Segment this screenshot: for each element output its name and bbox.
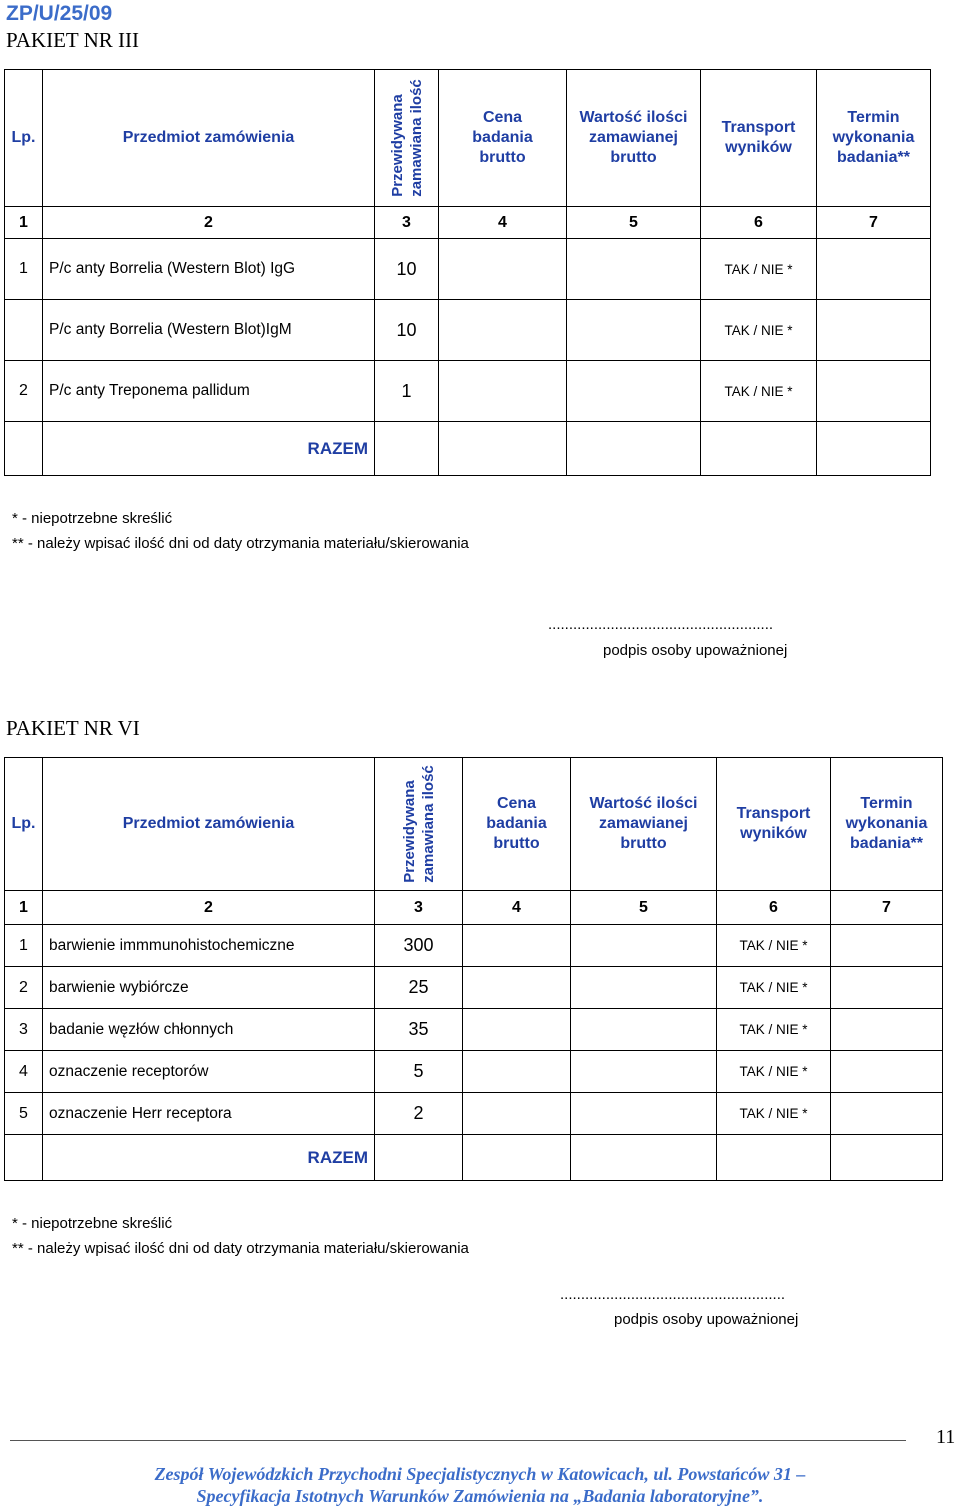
row-term[interactable]	[817, 300, 931, 361]
col-num: 4	[463, 891, 571, 925]
razem-label: RAZEM	[43, 422, 375, 476]
note-double-star: ** - należy wpisać ilość dni od daty otrzymania materiału/skierowania	[12, 535, 469, 552]
col-num: 6	[701, 207, 817, 239]
table-row	[5, 967, 943, 1009]
row-lp: 2	[5, 967, 43, 1009]
razem-qty-empty	[375, 422, 439, 476]
signature-label: podpis osoby upoważnionej	[603, 642, 788, 659]
row-price[interactable]	[463, 925, 571, 967]
header-subject: Przedmiot zamówienia	[43, 70, 375, 207]
razem-transport	[701, 422, 817, 476]
header-qty: Przewidywana zamawiana ilość	[375, 758, 463, 891]
table-row	[5, 361, 931, 422]
razem-price[interactable]	[463, 1135, 571, 1181]
page-number: 11	[936, 1426, 956, 1448]
row-price[interactable]	[439, 300, 567, 361]
row-lp: 1	[5, 239, 43, 300]
razem-row	[5, 422, 931, 476]
row-qty: 2	[375, 1093, 463, 1135]
col-num: 7	[831, 891, 943, 925]
note-star: * - niepotrzebne skreślić	[12, 510, 173, 527]
header-price: Cena badania brutto	[439, 70, 567, 207]
table-row	[5, 1051, 943, 1093]
pakiet-6-title: PAKIET NR VI	[6, 716, 140, 740]
col-num: 1	[5, 207, 43, 239]
row-term[interactable]	[831, 925, 943, 967]
row-term[interactable]	[831, 1093, 943, 1135]
row-transport[interactable]: TAK / NIE *	[701, 300, 817, 361]
table-row	[5, 925, 943, 967]
row-lp: 5	[5, 1093, 43, 1135]
row-price[interactable]	[463, 1009, 571, 1051]
razem-label: RAZEM	[43, 1135, 375, 1181]
col-num: 2	[43, 891, 375, 925]
row-subject: P/c anty Borrelia (Western Blot)IgM	[43, 300, 375, 361]
pakiet-3-table	[4, 69, 931, 476]
row-price[interactable]	[463, 1051, 571, 1093]
razem-price[interactable]	[439, 422, 567, 476]
row-transport[interactable]: TAK / NIE *	[717, 1051, 831, 1093]
row-subject: P/c anty Borrelia (Western Blot) IgG	[43, 239, 375, 300]
signature-label: podpis osoby upoważnionej	[614, 1311, 799, 1328]
col-num: 5	[571, 891, 717, 925]
header-qty: Przewidywana zamawiana ilość	[375, 70, 439, 207]
row-price[interactable]	[439, 239, 567, 300]
razem-value[interactable]	[571, 1135, 717, 1181]
row-value[interactable]	[571, 1093, 717, 1135]
table-row	[5, 300, 931, 361]
row-term[interactable]	[831, 967, 943, 1009]
row-qty: 10	[375, 239, 439, 300]
row-lp: 4	[5, 1051, 43, 1093]
row-transport[interactable]: TAK / NIE *	[717, 1093, 831, 1135]
row-value[interactable]	[571, 1009, 717, 1051]
row-transport[interactable]: TAK / NIE *	[717, 1009, 831, 1051]
row-price[interactable]	[439, 361, 567, 422]
razem-term	[831, 1135, 943, 1181]
row-term[interactable]	[817, 239, 931, 300]
col-num: 1	[5, 891, 43, 925]
table-row	[5, 1009, 943, 1051]
razem-value[interactable]	[567, 422, 701, 476]
header-value: Wartość ilości zamawianej brutto	[571, 758, 717, 891]
header-lp: Lp.	[5, 758, 43, 891]
row-transport[interactable]: TAK / NIE *	[717, 925, 831, 967]
row-lp: 2	[5, 361, 43, 422]
razem-lp-empty	[5, 1135, 43, 1181]
row-value[interactable]	[567, 239, 701, 300]
razem-lp-empty	[5, 422, 43, 476]
document-id: ZP/U/25/09	[6, 2, 113, 25]
header-term: Termin wykonania badania**	[831, 758, 943, 891]
row-lp	[5, 300, 43, 361]
column-number-row	[5, 207, 931, 239]
row-lp: 1	[5, 925, 43, 967]
col-num: 4	[439, 207, 567, 239]
row-subject: oznaczenie receptorów	[43, 1051, 375, 1093]
row-lp: 3	[5, 1009, 43, 1051]
header-row	[5, 70, 931, 207]
col-num: 7	[817, 207, 931, 239]
row-term[interactable]	[831, 1051, 943, 1093]
row-price[interactable]	[463, 967, 571, 1009]
footer-line-1: Zespół Wojewódzkich Przychodni Specjalistycznych w Katowicach, ul. Powstańców 31 –	[154, 1464, 806, 1484]
razem-qty-empty	[375, 1135, 463, 1181]
table-row	[5, 1093, 943, 1135]
row-transport[interactable]: TAK / NIE *	[701, 361, 817, 422]
row-qty: 300	[375, 925, 463, 967]
row-subject: badanie węzłów chłonnych	[43, 1009, 375, 1051]
col-num: 5	[567, 207, 701, 239]
header-transport: Transport wyników	[717, 758, 831, 891]
header-value: Wartość ilości zamawianej brutto	[567, 70, 701, 207]
col-num: 6	[717, 891, 831, 925]
row-transport[interactable]: TAK / NIE *	[701, 239, 817, 300]
row-subject: barwienie wybiórcze	[43, 967, 375, 1009]
row-subject: barwienie immmunohistochemiczne	[43, 925, 375, 967]
row-term[interactable]	[831, 1009, 943, 1051]
row-subject: P/c anty Treponema pallidum	[43, 361, 375, 422]
pakiet-6-table	[4, 757, 943, 1181]
header-price: Cena badania brutto	[463, 758, 571, 891]
row-value[interactable]	[571, 925, 717, 967]
row-price[interactable]	[463, 1093, 571, 1135]
column-number-row	[5, 891, 943, 925]
row-qty: 25	[375, 967, 463, 1009]
header-subject: Przedmiot zamówienia	[43, 758, 375, 891]
col-num: 2	[43, 207, 375, 239]
header-row	[5, 758, 943, 891]
col-num: 3	[375, 891, 463, 925]
row-qty: 1	[375, 361, 439, 422]
header-transport: Transport wyników	[701, 70, 817, 207]
row-value[interactable]	[571, 1051, 717, 1093]
row-subject: oznaczenie Herr receptora	[43, 1093, 375, 1135]
footer-divider	[10, 1440, 906, 1441]
razem-transport	[717, 1135, 831, 1181]
row-term[interactable]	[817, 361, 931, 422]
signature-line: ......................................................	[560, 1286, 786, 1303]
pakiet-3-title: PAKIET NR III	[6, 28, 140, 52]
header-term: Termin wykonania badania**	[817, 70, 931, 207]
row-value[interactable]	[571, 967, 717, 1009]
razem-term	[817, 422, 931, 476]
row-value[interactable]	[567, 361, 701, 422]
row-qty: 5	[375, 1051, 463, 1093]
footer-line-2: Specyfikacja Istotnych Warunków Zamówienia na „Badania laboratoryjne”.	[196, 1486, 764, 1506]
row-value[interactable]	[567, 300, 701, 361]
razem-row	[5, 1135, 943, 1181]
note-double-star: ** - należy wpisać ilość dni od daty otrzymania materiału/skierowania	[12, 1240, 469, 1257]
signature-line: ......................................................	[548, 616, 774, 633]
row-qty: 35	[375, 1009, 463, 1051]
row-qty: 10	[375, 300, 439, 361]
row-transport[interactable]: TAK / NIE *	[717, 967, 831, 1009]
note-star: * - niepotrzebne skreślić	[12, 1215, 173, 1232]
header-lp: Lp.	[5, 70, 43, 207]
col-num: 3	[375, 207, 439, 239]
table-row	[5, 239, 931, 300]
